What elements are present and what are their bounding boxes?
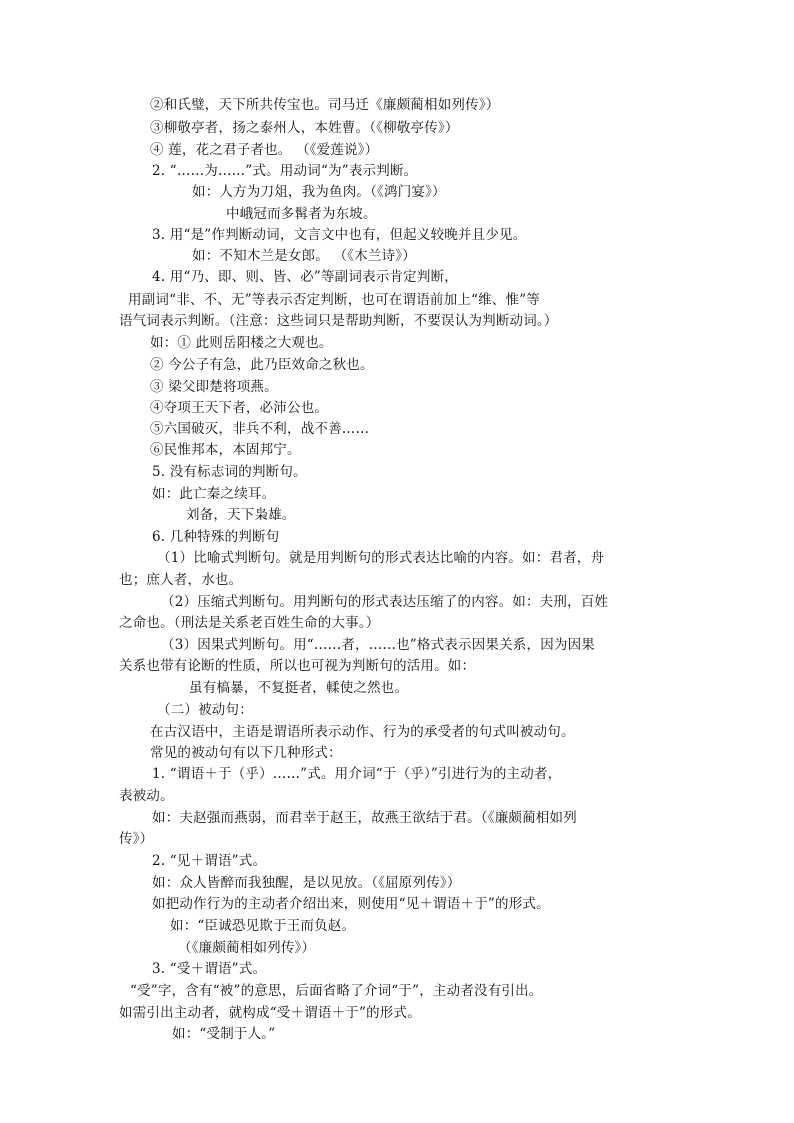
text-line: （3）因果式判断句。用“……者，……也”格式表示因果关系，因为因果	[161, 637, 595, 653]
text-line: （二）被动句：	[157, 702, 253, 718]
text-line: 5. 没有标志词的判断句。	[152, 464, 307, 480]
text-line: （2）压缩式判断句。用判断句的形式表达压缩了的内容。如：夫刑，百姓	[161, 594, 609, 610]
text-line: ⑤六国破灭，非兵不利，战不善……	[150, 421, 370, 437]
text-line: （《廉颇蔺相如列传》）	[178, 940, 316, 956]
text-line: 1. “谓语＋于（乎）……”式。用介词“于（乎）”引进行为的主动者，	[152, 766, 562, 782]
text-line: 如：“受制于人。”	[172, 1026, 276, 1042]
text-line: 虽有槁暴，不复挺者，輮使之然也。	[189, 680, 409, 696]
text-line: 如：夫赵强而燕弱，而君幸于赵王，故燕王欲结于君。（《廉颇蔺相如列	[152, 810, 577, 826]
text-line: 6. 几种特殊的判断句	[152, 529, 280, 545]
text-line: 如：此亡秦之续耳。	[152, 486, 276, 502]
text-line: ③柳敬亭者，扬之泰州人，本姓曹。（《柳敬亭传》）	[150, 120, 459, 136]
text-line: 表被动。	[119, 788, 174, 804]
text-line: 也；庶人者，水也。	[119, 572, 243, 588]
text-line: 如：不知木兰是女郎。 （《木兰诗》）	[192, 248, 416, 264]
text-line: 在古汉语中，主语是谓语所表示动作、行为的承受者的句式叫被动句。	[150, 724, 575, 740]
text-line: 之命也。（刑法是关系老百姓生命的大事。）	[119, 615, 380, 631]
text-line: ⑥民惟邦本，本固邦宁。	[150, 442, 301, 458]
text-line: ②和氏璧，天下所共传宝也。司马迁《廉颇蔺相如列传》）	[150, 97, 500, 113]
text-line: 刘备，天下枭雄。	[186, 507, 296, 523]
text-line: “受”字，含有“被”的意思，后面省略了介词“于”，主动者没有引出。	[130, 983, 543, 999]
text-line: 3. 用“是”作判断动词，文言文中也有，但起义较晚并且少见。	[152, 227, 527, 243]
text-line: 常见的被动句有以下几种形式：	[150, 745, 342, 761]
text-line: 如需引出主动者，就构成“受＋谓语＋于”的形式。	[119, 1005, 421, 1021]
text-line: 4. 用“乃、即、则、皆、必”等副词表示肯定判断，	[152, 269, 458, 285]
text-line: 如把动作行为的主动者介绍出来，则使用“见＋谓语＋于”的形式。	[152, 896, 550, 912]
text-line: 传》）	[119, 831, 154, 847]
text-line: 中峨冠而多髯者为东坡。	[226, 206, 377, 222]
text-line: 语气词表示判断。（注意：这些词只是帮助判断，不要误认为判断动词。）	[119, 313, 558, 329]
text-line: ③ 梁父即楚将项燕。	[150, 379, 278, 395]
text-line: 如：众人皆醉而我独醒，是以见放。（《屈原列传》）	[152, 875, 461, 891]
text-line: ② 今公子有急，此乃臣效命之秋也。	[150, 357, 374, 373]
text-line: 3. “受＋谓语”式。	[152, 961, 267, 977]
text-line: 用副词“非、不、无”等表示否定判断，也可在谓语前加上“维、惟”等	[128, 292, 541, 308]
text-line: 如：① 此则岳阳楼之大观也。	[150, 335, 333, 351]
text-line: 如：人方为刀俎，我为鱼肉。（《鸿门宴》）	[192, 184, 446, 200]
text-line: 关系也带有论断的性质，所以也可视为判断句的活用。如：	[119, 658, 476, 674]
text-line: 如：“臣诚恐见欺于王而负赵。	[170, 918, 356, 934]
text-line: 2. “……为……”式。用动词“为”表示判断。	[152, 163, 418, 179]
text-line: ④夺项王天下者，必沛公也。	[150, 400, 329, 416]
text-line: 2. “见＋谓语”式。	[152, 853, 267, 869]
text-line: （1）比喻式判断句。就是用判断句的形式表达比喻的内容。如：君者，舟	[157, 550, 605, 566]
text-line: ④ 莲，花之君子者也。 （《爱莲说》）	[150, 142, 379, 158]
